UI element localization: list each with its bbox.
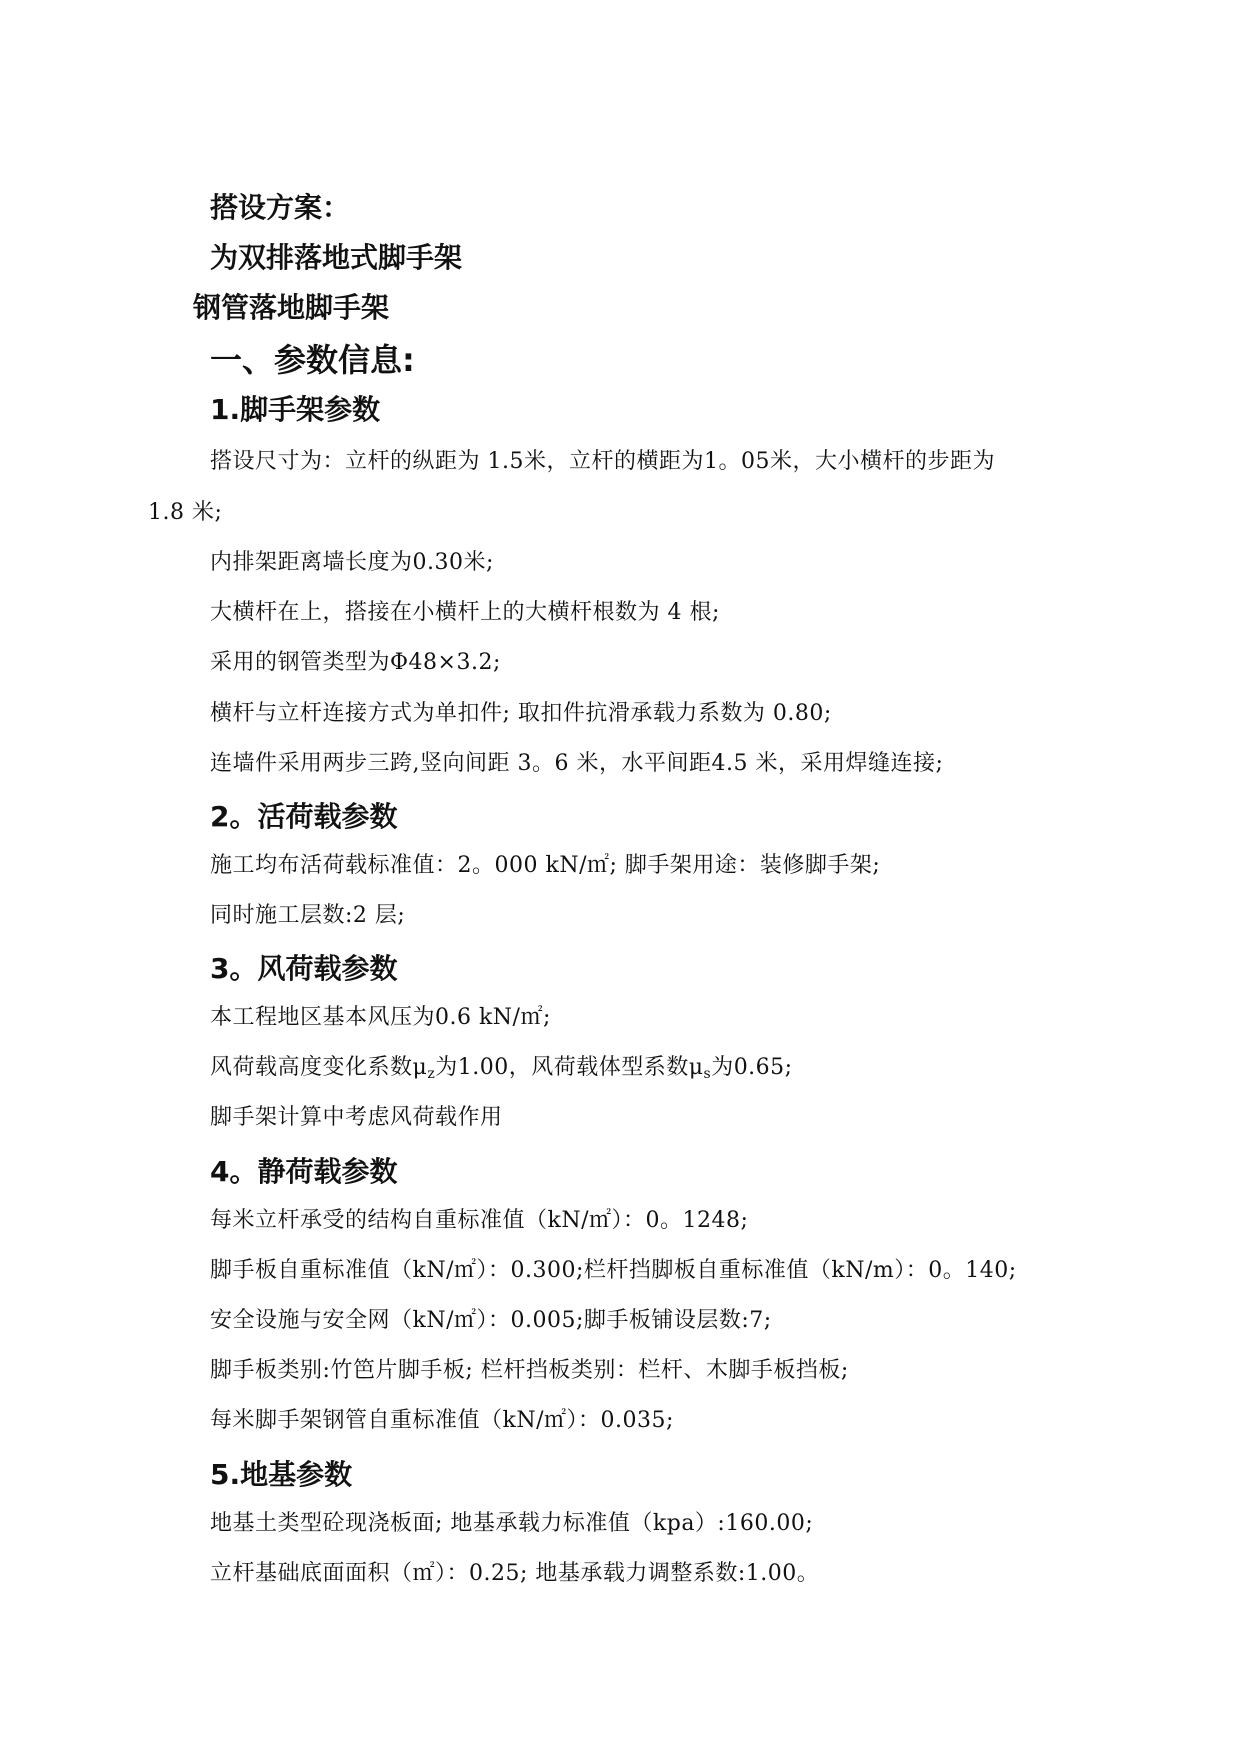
paragraph-wind-coefficients: [210, 1050, 793, 1082]
paragraph: 大横杆在上，搭接在小横杆上的大横杆根数为 4 根;: [210, 600, 720, 625]
paragraph: 内排架距离墙长度为0.30米;: [210, 550, 494, 575]
doc-subtitle: 为双排落地式脚手架: [210, 241, 463, 274]
paragraph: 同时施工层数:2 层;: [210, 903, 406, 928]
paragraph: 安全设施与安全网（kN/㎡）：0.005;脚手板铺设层数:7;: [210, 1308, 772, 1333]
paragraph: 立杆基础底面面积（㎡）：0.25; 地基承载力调整系数:1.00。: [210, 1561, 820, 1586]
paragraph: 搭设尺寸为：立杆的纵距为 1.5米，立杆的横距为1。05米，大小横杆的步距为: [210, 449, 995, 474]
text-run: 风荷载高度变化系数μ: [210, 1055, 428, 1080]
subsection-heading-2: 2。活荷载参数: [210, 800, 398, 833]
subsection-heading-3: 3。风荷载参数: [210, 952, 398, 985]
paragraph: 施工均布活荷载标准值：2。000 kN/㎡; 脚手架用途：装修脚手架;: [210, 853, 881, 878]
section-heading-1: 一、参数信息:: [210, 341, 415, 379]
subscript: s: [703, 1066, 712, 1082]
paragraph: 每米脚手架钢管自重标准值（kN/㎡）：0.035;: [210, 1408, 674, 1433]
paragraph: 地基土类型砼现浇板面; 地基承载力标准值（kpa）:160.00;: [210, 1511, 814, 1536]
doc-title: 搭设方案：: [210, 191, 351, 224]
paragraph: 采用的钢管类型为Φ48×3.2;: [210, 650, 501, 675]
paragraph: 连墙件采用两步三跨,竖向间距 3。6 米，水平间距4.5 米，采用焊缝连接;: [210, 751, 944, 776]
paragraph: 横杆与立杆连接方式为单扣件; 取扣件抗滑承载力系数为 0.80;: [210, 701, 832, 726]
paragraph: 脚手板自重标准值（kN/㎡）：0.300;栏杆挡脚板自重标准值（kN/m）：0。140;: [210, 1258, 1017, 1283]
paragraph: 本工程地区基本风压为0.6 kN/㎡;: [210, 1005, 551, 1030]
subsection-heading-5: 5.地基参数: [210, 1458, 353, 1491]
text-run: 为1.00，风荷载体型系数μ: [435, 1055, 704, 1080]
paragraph: 脚手板类别:竹笆片脚手板; 栏杆挡板类别：栏杆、木脚手板挡板;: [210, 1358, 849, 1383]
paragraph: 每米立杆承受的结构自重标准值（kN/㎡）：0。1248;: [210, 1208, 749, 1233]
text-run: 为0.65;: [711, 1055, 793, 1080]
subsection-heading-1: 1.脚手架参数: [210, 393, 381, 426]
paragraph: 脚手架计算中考虑风荷载作用: [210, 1105, 503, 1130]
subsection-heading-4: 4。静荷载参数: [210, 1155, 398, 1188]
doc-subtitle-2: 钢管落地脚手架: [193, 291, 390, 324]
subscript: z: [427, 1066, 436, 1082]
paragraph: 1.8 米;: [148, 500, 223, 525]
